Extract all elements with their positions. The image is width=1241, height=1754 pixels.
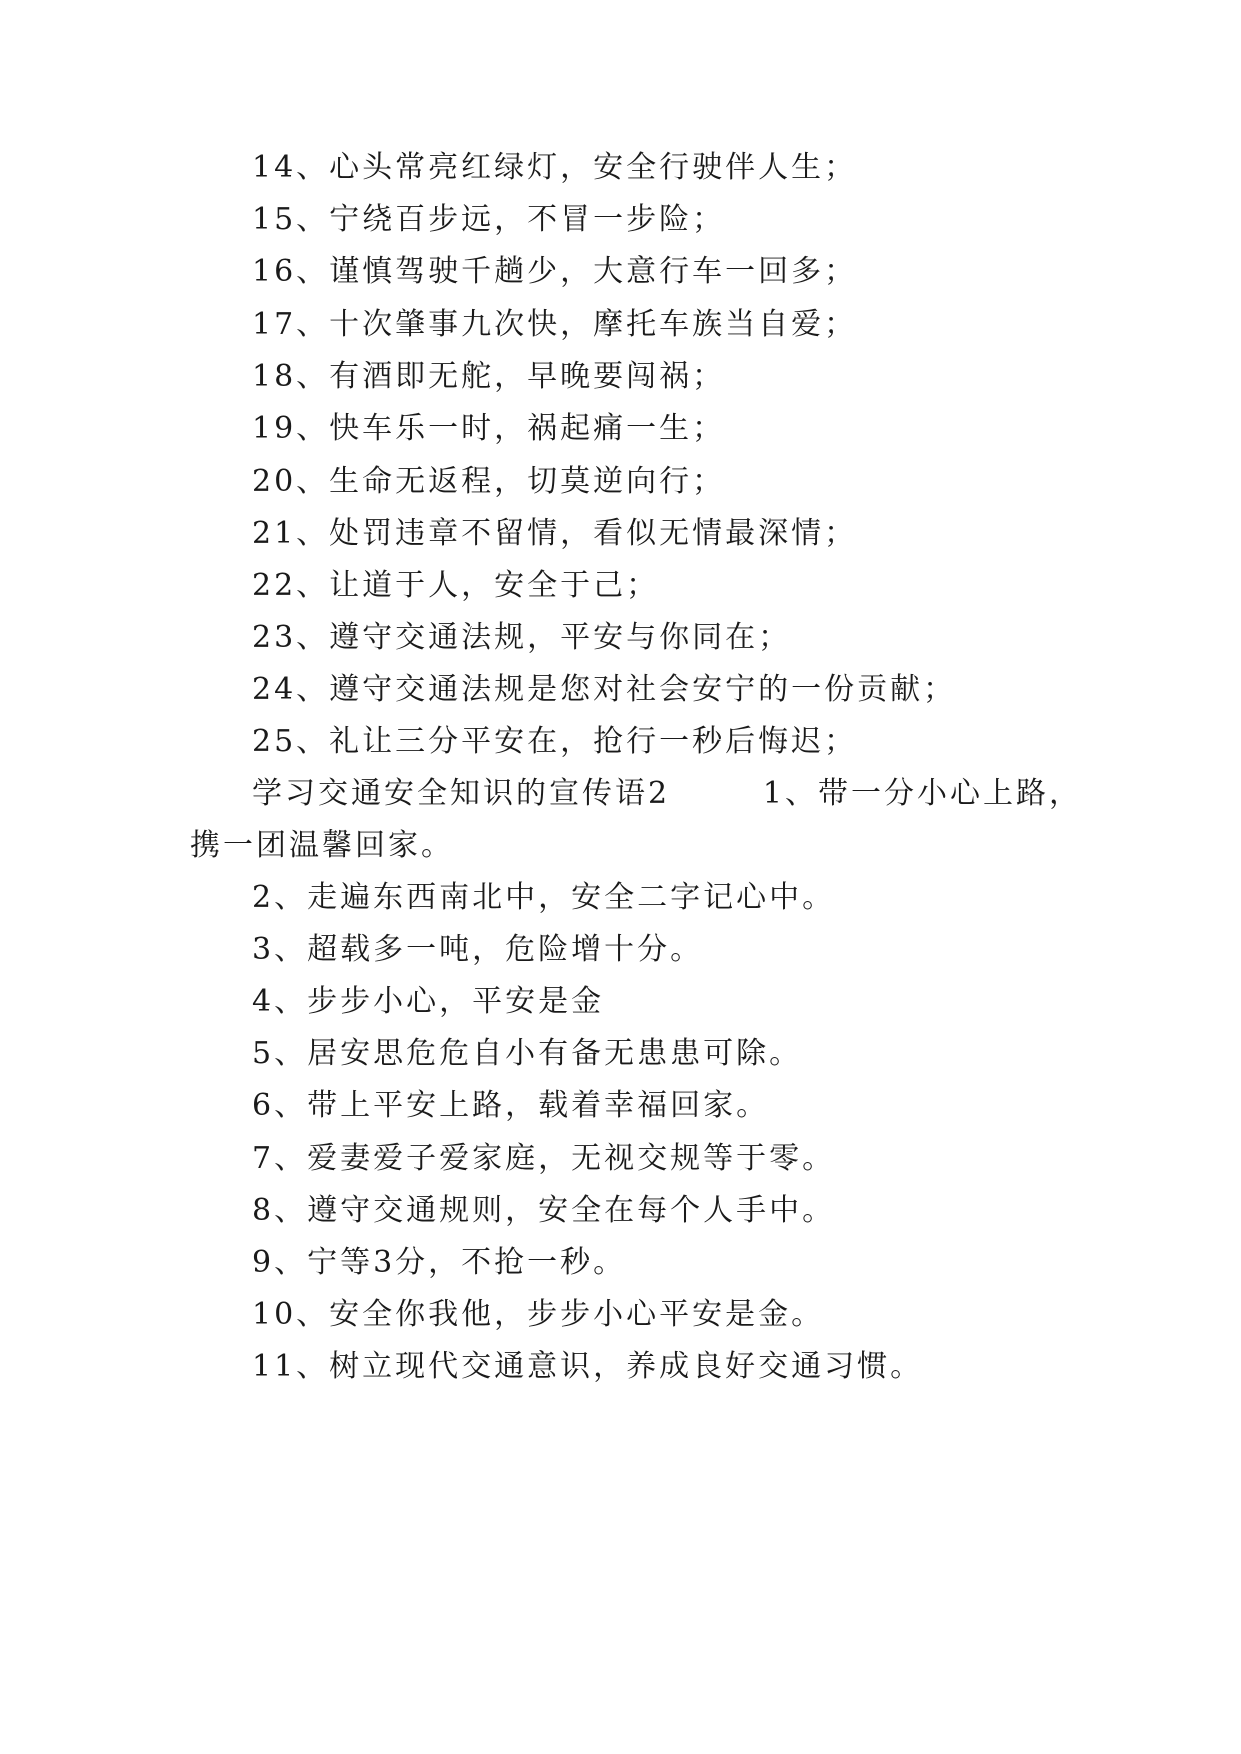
slogan-line-9: 9、宁等3分，不抢一秒。 [252,1245,627,1280]
slogan-line-22: 22、让道于人，安全于己； [252,568,660,603]
slogan-line-25: 25、礼让三分平安在，抢行一秒后悔迟； [252,724,858,759]
section-first-item: 1、带一分小心上路， [762,776,1082,811]
slogan-line-21: 21、处罚违章不留情，看似无情最深情； [252,516,858,551]
slogan-line-6: 6、带上平安上路，载着幸福回家。 [252,1088,770,1123]
slogan-line-8: 8、遵守交通规则，安全在每个人手中。 [252,1193,836,1228]
slogan-line-23: 23、遵守交通法规，平安与你同在； [252,620,792,655]
slogan-line-4: 4、步步小心，平安是金 [252,984,605,1019]
section-heading-line [190,774,1090,814]
slogan-line-18: 18、有酒即无舵，早晚要闯祸； [252,359,726,394]
slogan-line-15: 15、宁绕百步远，不冒一步险； [252,202,726,237]
slogan-line-3: 3、超载多一吨，危险增十分。 [252,932,704,967]
slogan-line-2: 2、走遍东西南北中，安全二字记心中。 [252,880,836,915]
slogan-line-10: 10、安全你我他，步步小心平安是金。 [252,1297,825,1332]
slogan-line-17: 17、十次肇事九次快，摩托车族当自爱； [252,307,858,342]
slogan-line-24: 24、遵守交通法规是您对社会安宁的一份贡献； [252,672,957,707]
slogan-line-5: 5、居安思危危自小有备无患患可除。 [252,1036,803,1071]
slogan-line-20: 20、生命无返程，切莫逆向行； [252,464,726,499]
slogan-line-7: 7、爱妻爱子爱家庭，无视交规等于零。 [252,1141,836,1176]
slogan-line-11: 11、树立现代交通意识，养成良好交通习惯。 [252,1349,924,1384]
section-first-item-continuation: 携一团温馨回家。 [190,828,454,863]
slogan-line-14: 14、心头常亮红绿灯，安全行驶伴人生； [252,150,858,185]
slogan-line-19: 19、快车乐一时，祸起痛一生； [252,411,726,446]
slogan-line-16: 16、谨慎驾驶千趟少，大意行车一回多； [252,254,858,289]
section-heading: 学习交通安全知识的宣传语2 [252,776,671,811]
